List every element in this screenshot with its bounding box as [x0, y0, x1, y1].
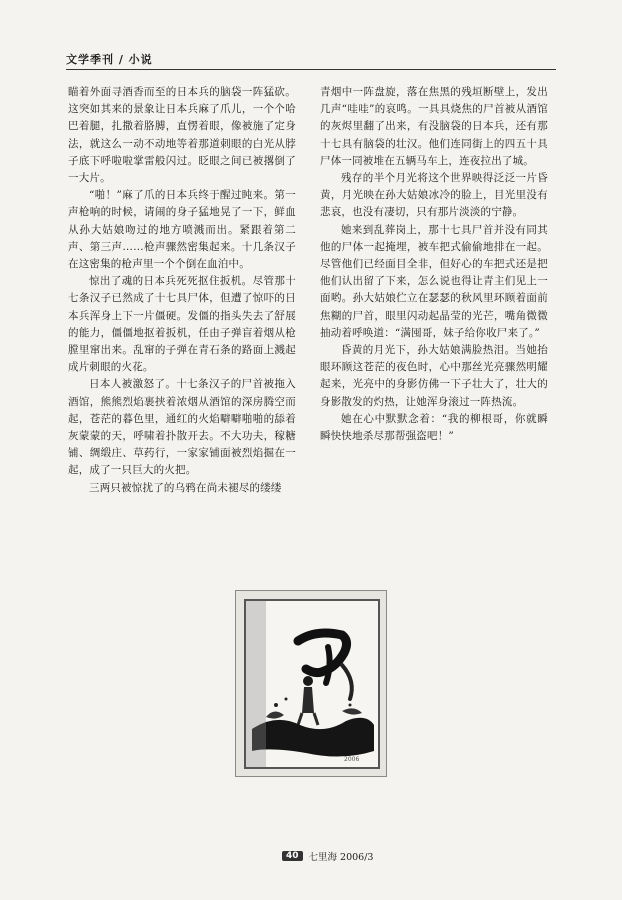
paragraph: 昏黄的月光下，孙大姑娘满脸热泪。当她抬眼环顾这苍茫的夜色时，心中那丝光亮骤然明耀起来，光亮中的身影仿佛一下子壮大了，壮大的身影散发的灼热，让她浑身滚过一阵热流。 [320, 344, 548, 408]
page-footer [282, 848, 373, 864]
story-illustration [235, 590, 387, 777]
left-column [68, 84, 296, 497]
bleed-through-texture [392, 520, 562, 770]
issue-label: 七里海 2006/3 [308, 852, 374, 863]
paragraph: 瞄着外面寻酒香而至的日本兵的脑袋一阵猛砍。这突如其来的景象让日本兵麻了爪儿，一个个哈巴着腿，扎撒着胳膊，直愣着眼，像被施了定身法，就这么一动不动地等着那道刺眼的白光从脖子底下呼啦啦掌雷般闪过。眨眼之间已被撂倒了一大片。 [68, 86, 296, 185]
artist-signature: 2006 [344, 756, 360, 763]
paragraph: 残存的半个月光将这个世界映得泛泛一片昏黄，月光映在孙大姑娘冰冷的脸上，目光里没有悲哀，也没有凄切，只有那片淡淡的宁静。 [320, 172, 548, 219]
paragraph: “啪！”麻了爪的日本兵终于醒过盹来。第一声枪响的时候，请闹的身子猛地晃了一下，鲜血从孙大姑娘吻过的地方喷溅而出。紧跟着第二声、第三声……枪声骤然密集起来。十几条汉子在这密集的枪声里一个个倒在血泊中。 [68, 189, 296, 271]
paragraph: 惊出了魂的日本兵死死抠住扳机。尽管那十七条汉子已然成了十七具尸体，但遭了惊吓的日本兵浑身上下一片僵硬。发僵的指头失去了舒展的能力，僵僵地抠着扳机，任由子弹盲着烟从枪膛里窜出来。乱窜的子弹在青石条的路面上溅起成片刺眼的火花。 [68, 275, 296, 374]
paragraph: 日本人被激怒了。十七条汉子的尸首被拖入酒馆，熊熊烈焰裹挟着浓烟从酒馆的深房腾空而起，苍茫的暮色里，通红的火焰噼噼啪啪的舔着灰蒙蒙的天，呼啸着扑散开去。不大功夫，稼糖铺、绸缎庄、草药行，一家家铺面被烈焰掘在一起，成了一只巨大的火把。 [68, 378, 296, 477]
paragraph: 青烟中一阵盘旋，落在焦黑的残垣断壁上，发出几声“哇哇”的哀鸣。一具具烧焦的尸首被从酒馆的灰烬里翻了出来，有没脑袋的日本兵，还有那十七具有脑袋的壮汉。他们连同街上的四五十具尸体一同被堆在五辆马车上，连夜拉出了城。 [320, 86, 548, 167]
paragraph: 她在心中默默念着：“我的柳根哥，你就瞬瞬快快地杀尽那帮强盗吧！” [320, 412, 548, 443]
section-title: 文学季刊 / 小说 [66, 53, 153, 66]
paragraph: 她来到乱葬岗上，那十七具尸首并没有同其他的尸体一起掩埋，被车把式偷偷地排在一起。尽管他们已经面目全非，但好心的车把式还是把他们认出留了下来，怎么说也得让青主们见上一面哟。孙大姑娘伫立在瑟瑟的秋风里环顾着面前焦糊的尸首，眼里闪动起晶莹的光芒，嘴角微微抽动着呼唤道：“满囤哥，妹子给你收尸来了。” [320, 223, 548, 339]
right-column [320, 84, 548, 445]
running-header [66, 48, 556, 70]
bleed-through-texture [68, 520, 228, 770]
illustration-image [244, 599, 380, 769]
header-rule [66, 69, 556, 70]
paragraph: 三两只被惊扰了的乌鸦在尚未褪尽的缕缕 [89, 481, 282, 494]
ink-painting [246, 601, 378, 767]
page-number: 40 [282, 851, 303, 861]
